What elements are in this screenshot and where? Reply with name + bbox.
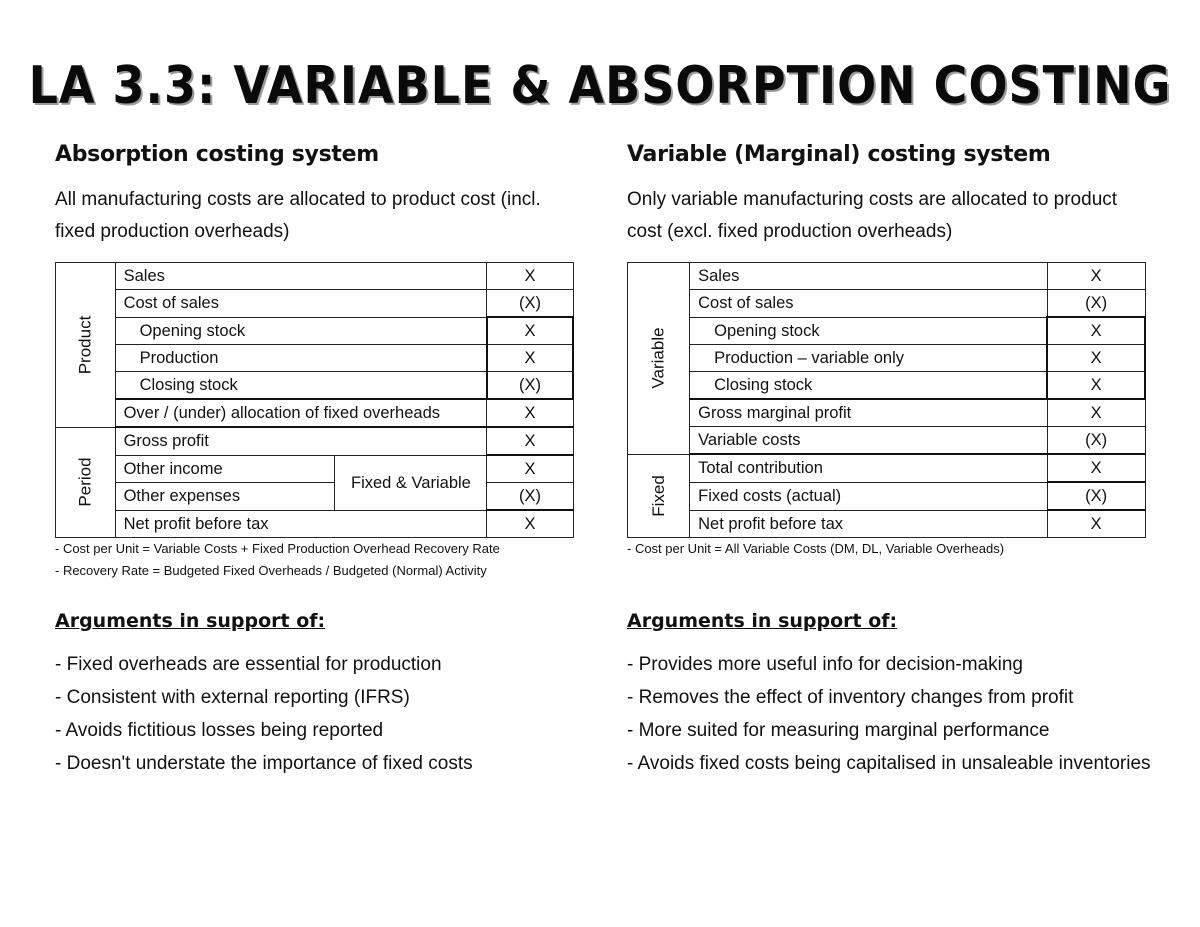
row-amount-other-expenses: (X) [487, 483, 573, 511]
note-line: - Cost per Unit = Variable Costs + Fixed Production Overhead Recovery Rate [55, 541, 500, 556]
page-title: LA 3.3: VARIABLE & ABSORPTION COSTING [28, 54, 1172, 116]
list-item: - More suited for measuring marginal performance [627, 720, 1050, 741]
row-amount-net-profit: X [1047, 510, 1145, 538]
list-item: - Provides more useful info for decision-making [627, 654, 1024, 675]
row-amount-net-profit: X [487, 510, 573, 538]
absorption-notes [55, 538, 500, 582]
row-label-production: Production [115, 345, 487, 372]
table-row [56, 510, 574, 538]
row-label-opening-stock: Opening stock [115, 317, 487, 345]
row-label-other-expenses: Other expenses [115, 483, 335, 511]
table-row [56, 345, 574, 372]
note-line: - Recovery Rate = Budgeted Fixed Overheads / Budgeted (Normal) Activity [55, 563, 487, 578]
row-amount-total-contribution: X [1047, 454, 1145, 482]
table-row [628, 482, 1146, 510]
table-row [56, 290, 574, 318]
absorption-heading: Absorption costing system [55, 142, 379, 167]
group-label-variable: Variable [628, 263, 690, 455]
row-amount-gross-profit: X [487, 427, 573, 455]
row-amount-other-income: X [487, 455, 573, 483]
row-amount-over-under: X [487, 399, 573, 427]
row-amount-closing-stock: (X) [487, 372, 573, 400]
row-label-net-profit: Net profit before tax [115, 510, 487, 538]
table-row [628, 290, 1146, 318]
table-row [56, 372, 574, 400]
row-label-variable-costs: Variable costs [690, 427, 1048, 455]
row-amount-sales: X [487, 263, 573, 290]
row-label-gross-profit: Gross profit [115, 427, 487, 455]
table-row [628, 454, 1146, 482]
table-row [628, 427, 1146, 455]
list-item: - Avoids fictitious losses being reported [55, 720, 384, 741]
table-row [628, 317, 1146, 345]
group-label-period: Period [56, 427, 116, 538]
row-label-opening-stock: Opening stock [690, 317, 1048, 345]
absorption-args-heading: Arguments in support of: [55, 610, 326, 632]
row-amount-cost-of-sales: (X) [487, 290, 573, 318]
table-row [628, 345, 1146, 372]
list-item: - Consistent with external reporting (IFRS) [55, 687, 410, 708]
row-amount-sales: X [1047, 263, 1145, 290]
group-label-product: Product [56, 263, 116, 428]
row-label-other-income: Other income [115, 455, 335, 483]
table-row [56, 427, 574, 455]
row-label-total-contribution: Total contribution [690, 454, 1048, 482]
list-item: - Doesn't understate the importance of fixed costs [55, 753, 473, 774]
row-label-sales: Sales [690, 263, 1048, 290]
table-row [56, 263, 574, 290]
row-label-production: Production – variable only [690, 345, 1048, 372]
row-label-closing-stock: Closing stock [690, 372, 1048, 400]
row-label-over-under: Over / (under) allocation of fixed overheads [115, 399, 487, 427]
variable-args-heading: Arguments in support of: [627, 610, 898, 632]
row-label-cost-of-sales: Cost of sales [690, 290, 1048, 318]
row-amount-production: X [1047, 345, 1145, 372]
row-label-closing-stock: Closing stock [115, 372, 487, 400]
table-row [56, 317, 574, 345]
table-row [628, 372, 1146, 400]
list-item: - Removes the effect of inventory changes from profit [627, 687, 1074, 708]
note-line: - Cost per Unit = All Variable Costs (DM, DL, Variable Overheads) [627, 541, 1005, 556]
table-row [56, 399, 574, 427]
row-label-fixed-costs: Fixed costs (actual) [690, 482, 1048, 510]
variable-heading: Variable (Marginal) costing system [627, 142, 1051, 167]
absorption-description: All manufacturing costs are allocated to product cost (incl. fixed production overheads) [55, 189, 541, 242]
fixed-variable-label: Fixed & Variable [335, 455, 487, 510]
variable-notes [627, 538, 1004, 560]
list-item: - Fixed overheads are essential for production [55, 654, 442, 675]
table-row [56, 455, 574, 483]
variable-args-list [627, 648, 1157, 780]
list-item: - Avoids fixed costs being capitalised in unsaleable inventories [627, 753, 1151, 774]
absorption-column [55, 140, 575, 774]
absorption-args-list [55, 648, 585, 780]
absorption-table [55, 262, 574, 538]
row-amount-fixed-costs: (X) [1047, 482, 1145, 510]
table-row [628, 263, 1146, 290]
row-label-sales: Sales [115, 263, 487, 290]
row-amount-production: X [487, 345, 573, 372]
row-amount-opening-stock: X [1047, 317, 1145, 345]
table-row [628, 399, 1146, 427]
row-amount-cost-of-sales: (X) [1047, 290, 1145, 318]
row-label-gross-marginal: Gross marginal profit [690, 399, 1048, 427]
row-amount-opening-stock: X [487, 317, 573, 345]
row-amount-closing-stock: X [1047, 372, 1145, 400]
row-label-cost-of-sales: Cost of sales [115, 290, 487, 318]
row-amount-gross-marginal: X [1047, 399, 1145, 427]
group-label-fixed: Fixed [628, 454, 690, 538]
variable-column [627, 140, 1151, 774]
row-amount-variable-costs: (X) [1047, 427, 1145, 455]
variable-table [627, 262, 1146, 538]
variable-description: Only variable manufacturing costs are allocated to product cost (excl. fixed production overheads) [627, 189, 1118, 242]
table-row [56, 483, 574, 511]
table-row [628, 510, 1146, 538]
row-label-net-profit: Net profit before tax [690, 510, 1048, 538]
